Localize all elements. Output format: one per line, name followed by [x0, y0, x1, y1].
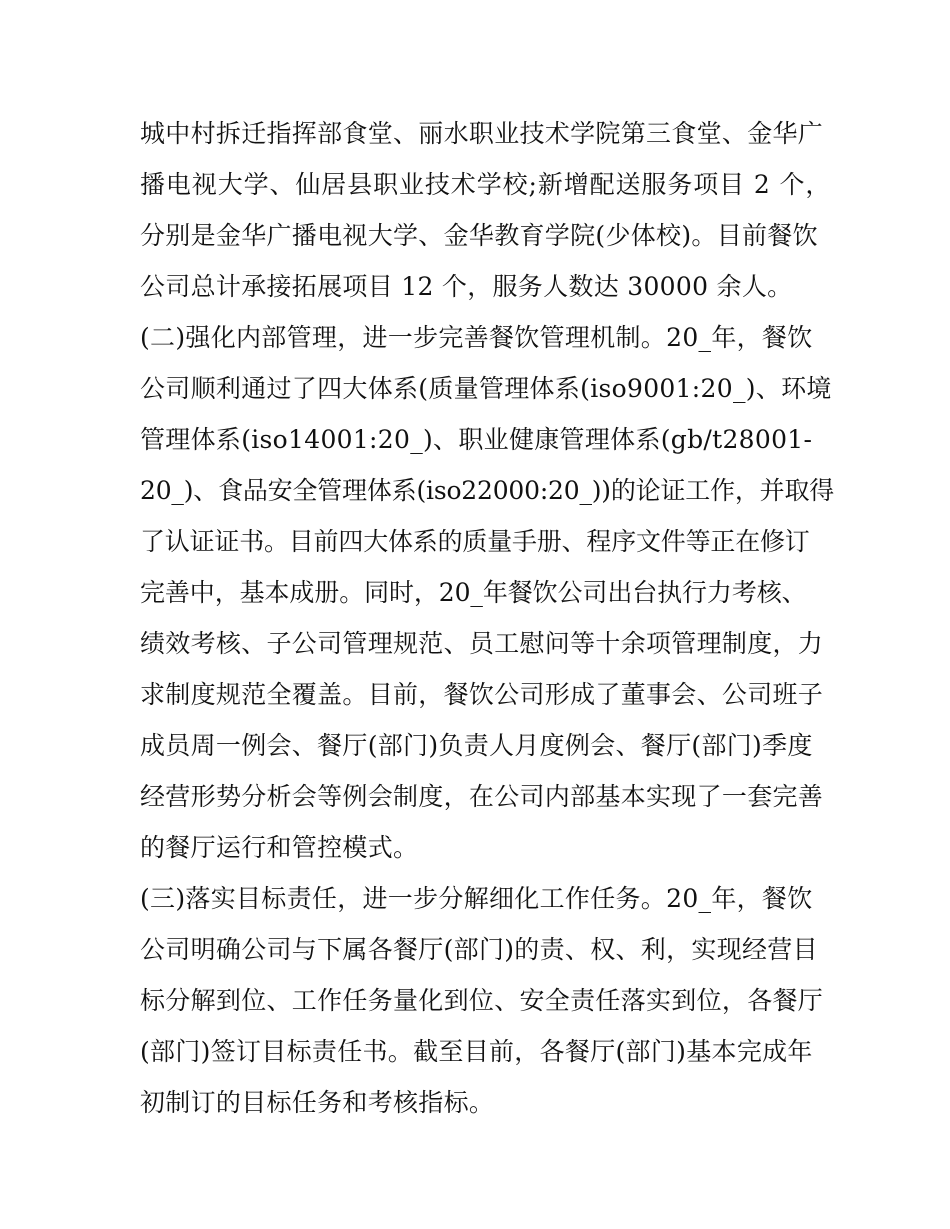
text-line: (三)落实目标责任，进一步分解细化工作任务。20_年，餐饮 [140, 884, 813, 913]
text-line: 20_)、食品安全管理体系(iso22000:20_))的论证工作，并取得 [140, 476, 835, 505]
text-line: 播电视大学、仙居县职业技术学校;新增配送服务项目 2 个， [140, 170, 832, 199]
text-line: 绩效考核、子公司管理规范、员工慰问等十余项管理制度，力 [140, 629, 824, 658]
text-line: 分别是金华广播电视大学、金华教育学院(少体校)。目前餐饮 [140, 221, 818, 250]
text-line: 完善中，基本成册。同时，20_年餐饮公司出台执行力考核、 [140, 578, 807, 607]
text-line: 城中村拆迁指挥部食堂、丽水职业技术学院第三食堂、金华广 [140, 119, 824, 148]
text-line: (部门)签订目标责任书。截至目前，各餐厅(部门)基本完成年 [140, 1037, 813, 1066]
text-line: 公司明确公司与下属各餐厅(部门)的责、权、利，实现经营目 [140, 935, 818, 964]
text-line: 求制度规范全覆盖。目前，餐饮公司形成了董事会、公司班子 [140, 680, 824, 709]
body-text [140, 108, 835, 1128]
text-line: 的餐厅运行和管控模式。 [140, 833, 419, 862]
text-line: 了认证证书。目前四大体系的质量手册、程序文件等正在修订 [140, 527, 810, 556]
text-line: 公司顺利通过了四大体系(质量管理体系(iso9001:20_)、环境 [140, 374, 832, 403]
text-line: 管理体系(iso14001:20_)、职业健康管理体系(gb/t28001- [140, 425, 813, 454]
text-line: 经营形势分析会等例会制度，在公司内部基本实现了一套完善 [140, 782, 824, 811]
text-line: 标分解到位、工作任务量化到位、安全责任落实到位，各餐厅 [140, 986, 824, 1015]
text-line: 公司总计承接拓展项目 12 个，服务人数达 30000 余人。 [140, 272, 793, 301]
text-line: 初制订的目标任务和考核指标。 [140, 1088, 495, 1117]
text-line: 成员周一例会、餐厅(部门)负责人月度例会、餐厅(部门)季度 [140, 731, 813, 760]
text-line: (二)强化内部管理，进一步完善餐饮管理机制。20_年，餐饮 [140, 323, 813, 352]
